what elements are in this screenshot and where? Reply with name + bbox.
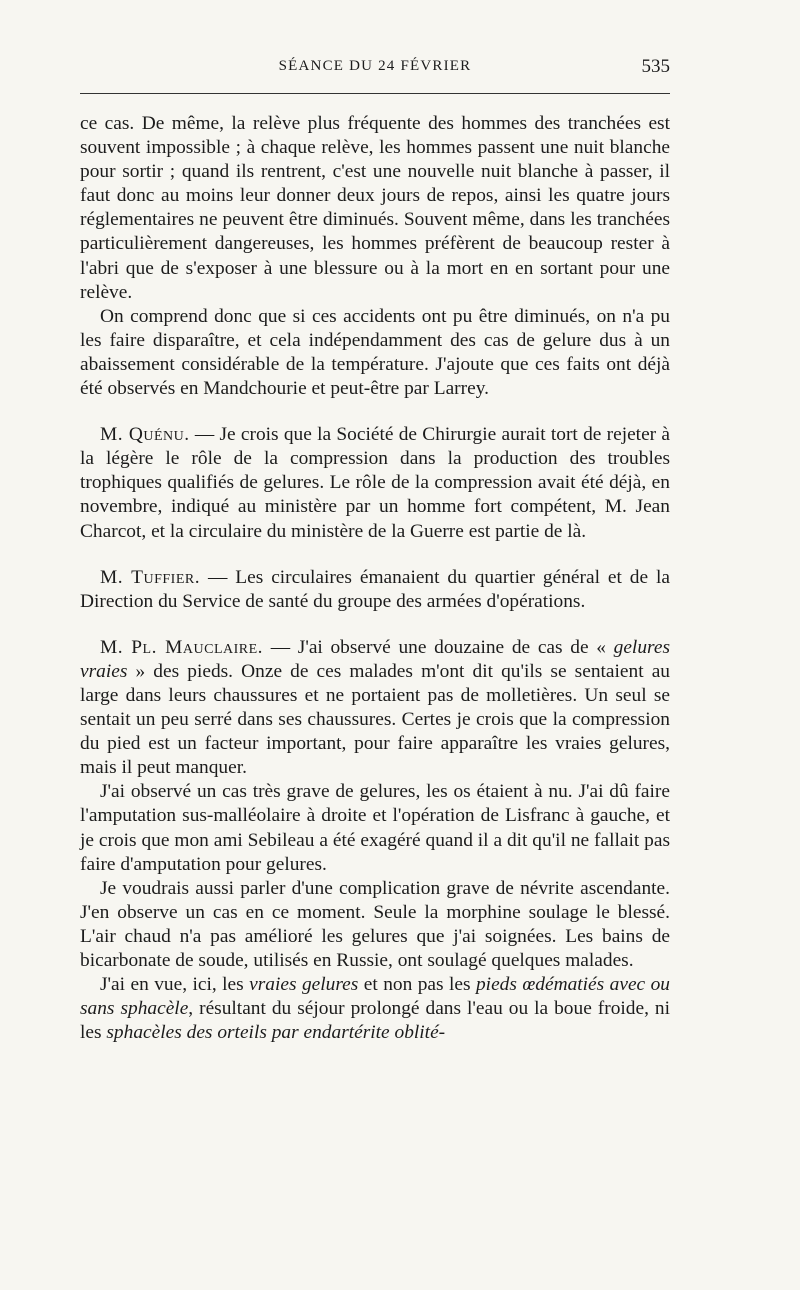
speaker-name: M. Tuffier. — [100, 566, 201, 588]
body-text — [80, 112, 670, 1045]
running-title: SÉANCE DU 24 FÉVRIER — [278, 58, 472, 74]
speaker-name: M. Pl. Mauclaire. — [100, 636, 264, 658]
paragraph-mauclaire — [80, 636, 670, 781]
paragraph-6: J'ai observé un cas très grave de gelures, les os étaient à nu. J'ai dû faire l'amputation sus-malléolaire à droite et l'opération de Lisfranc à gauche, et je crois que mon ami Sebileau a été exagéré quand il a dit qu'il ne fallait pas faire d'amputation pour gelures. — [80, 781, 670, 875]
paragraph-2: On comprend donc que si ces accidents ont pu être diminués, on n'a pu les faire disparaître, et cela indépendamment des cas de gelure dus à un abaissement considérable de la température. J'ajoute que ces faits ont déjà été observés en Mandchourie et peut-être par Larrey. — [80, 305, 670, 400]
header-rule — [80, 93, 670, 94]
text-run: , résultant du séjour prolongé dans l'eau ou la boue froide, ni les — [80, 998, 670, 1044]
speaker-name: M. Quénu. — [100, 424, 190, 446]
paragraph-quenu — [80, 423, 670, 543]
speech-text: — Je crois que la Société de Chirurgie aurait tort de rejeter à la légère le rôle de la compression dans la production des troubles trophiques qualifiés de gelures. Le rôle de la compression avait été déjà, en novembre, indiqué au ministère par un homme fort compétent, M. Jean Charcot, et la circulaire du ministère de la Guerre est partie de là. — [80, 424, 671, 542]
speech-text: — Les circulaires émanaient du quartier général et de la Direction du Service de santé du groupe des armées d'opérations. — [80, 566, 670, 612]
speech-text: — J'ai observé une douzaine de cas de « — [263, 636, 614, 658]
paragraph-7: Je voudrais aussi parler d'une complication grave de névrite ascendante. J'en observe un cas en ce moment. Seule la morphine soulage le blessé. L'air chaud n'a pas amélioré les gelures que j'ai soignées. Les bains de bicarbonate de soude, utilisés en Russie, ont soulagé quelques malades. — [80, 877, 670, 971]
running-head — [80, 56, 670, 80]
italic-term: sphacèles des orteils par endartérite oblité- — [106, 1022, 446, 1044]
italic-term: vraies gelures — [249, 974, 359, 996]
text-run: J'ai en vue, ici, les — [100, 974, 250, 996]
italic-term: gelures vraies — [80, 636, 670, 682]
paragraph-8 — [80, 973, 670, 1045]
paragraph-tuffier — [80, 566, 670, 614]
page-number: 535 — [641, 56, 670, 77]
paragraph-1: ce cas. De même, la relève plus fréquente des hommes des tranchées est souvent impossible ; à chaque relève, les hommes passent une nuit blanche pour sortir ; quand ils rentrent, c'est une nouvelle nuit blanche à passer, il faut donc au moins leur donner deux jours de repos, ainsi les quatre jours réglementaires ne peuvent être diminués. Souvent même, dans les tranchées particulièrement dangereuses, les hommes préfèrent de beaucoup rester à l'abri que de s'exposer à une blessure ou à la mort en en sortant pour une relève. — [80, 113, 670, 303]
italic-term: pieds œdématiés avec ou sans sphacèle — [80, 974, 670, 1020]
speech-text: » des pieds. Onze de ces malades m'ont dit qu'ils se sentaient au large dans leurs chaussures et ne portaient pas de molletières. Un seul se sentait un peu serré dans ses chaussures. Certes je crois que la compression du pied est un facteur important, pour faire apparaître les vraies gelures, mais il peut manquer. — [80, 660, 670, 779]
text-run: et non pas les — [358, 974, 476, 996]
